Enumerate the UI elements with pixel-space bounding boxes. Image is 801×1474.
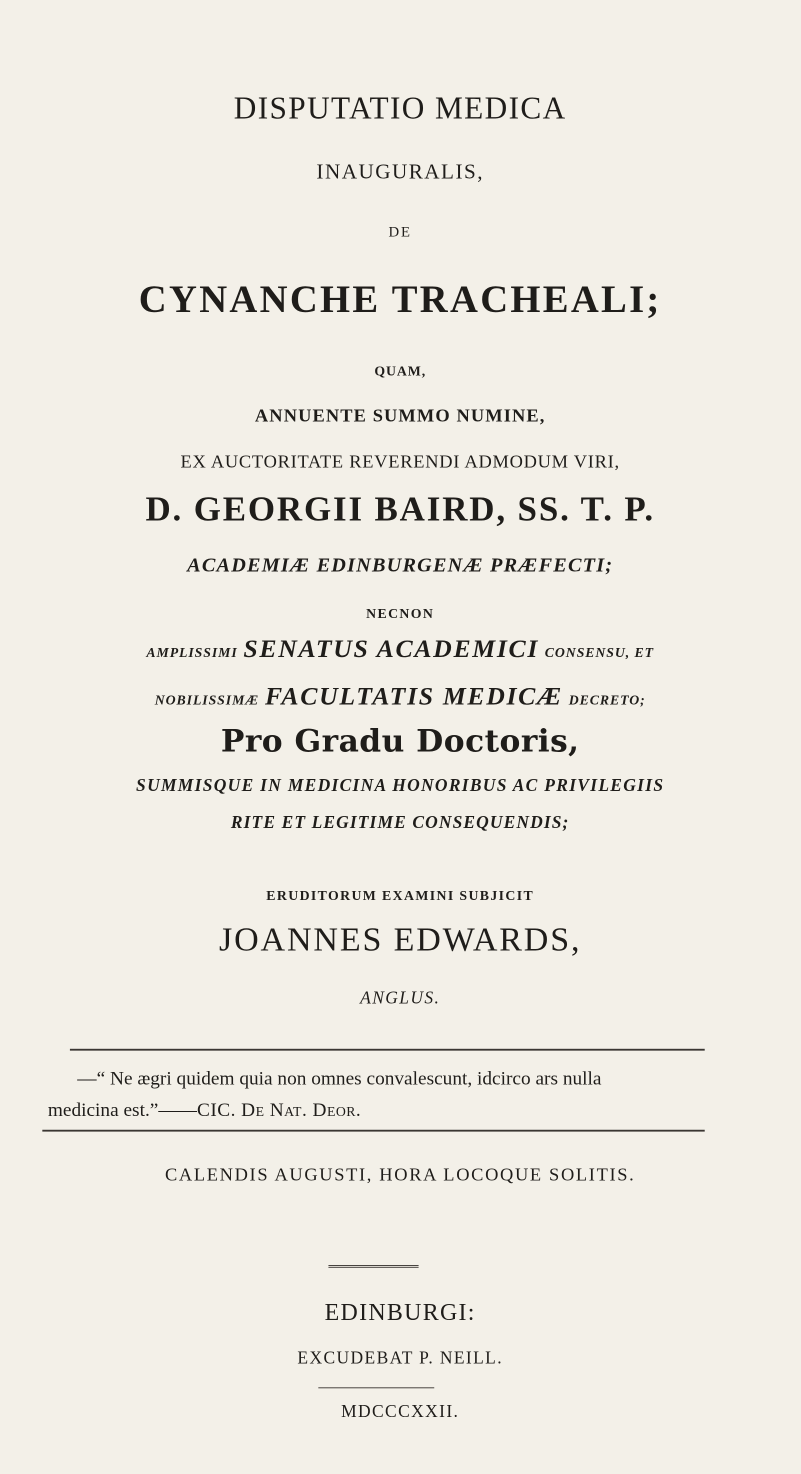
nobilissimae-text: NOBILISSIMÆ xyxy=(154,693,260,709)
consensu-text: CONSENSU, ET xyxy=(544,645,655,661)
imprint-rule xyxy=(318,1387,434,1388)
quam-line: QUAM, xyxy=(374,364,427,380)
epigraph-text-end: medicina est.”—— xyxy=(47,1098,197,1121)
academiae-line: ACADEMIÆ EDINBURGENÆ PRÆFECTI; xyxy=(187,552,614,576)
imprint-city: EDINBURGI: xyxy=(324,1299,476,1326)
imprint-printer: EXCUDEBAT P. NEILL. xyxy=(297,1348,503,1369)
senatus-line xyxy=(46,635,754,664)
summisque-line: SUMMISQUE IN MEDICINA HONORIBUS AC PRIVILEGIIS xyxy=(136,776,665,796)
principal-name: D. GEORGII BAIRD, SS. T. P. xyxy=(145,490,655,529)
dissertation-heading: DISPUTATIO MEDICA xyxy=(233,92,567,127)
annuente-line: ANNUENTE SUMMO NUMINE, xyxy=(254,405,546,426)
necnon-line: NECNON xyxy=(366,607,435,622)
rite-line: RITE ET LEGITIME CONSEQUENDIS; xyxy=(230,813,570,833)
inauguralis-line: INAUGURALIS, xyxy=(316,160,484,184)
decreto-text: DECRETO; xyxy=(568,693,646,709)
facultatis-line xyxy=(46,683,754,712)
epigraph-top-rule xyxy=(70,1049,705,1051)
epigraph-citation: CIC. De Nat. Deor. xyxy=(196,1098,362,1121)
epigraph-line-1: —“ Ne ægri quidem quia non omnes convalescunt, idcirco ars nulla xyxy=(77,1067,602,1090)
anglus-line: ANGLUS. xyxy=(360,989,441,1009)
epigraph-bottom-rule xyxy=(42,1130,704,1132)
pro-gradu-line: Pro Gradu Doctoris, xyxy=(220,723,580,760)
amplissimi-text: AMPLISSIMI xyxy=(146,645,238,661)
author-name: JOANNES EDWARDS, xyxy=(219,920,582,959)
subject-title: CYNANCHE TRACHEALI; xyxy=(138,278,662,322)
senatus-text: SENATUS ACADEMICI xyxy=(243,634,540,664)
facultatis-text: FACULTATIS MEDICÆ xyxy=(264,682,563,712)
imprint-year: MDCCCXXII. xyxy=(341,1402,460,1422)
de-line: DE xyxy=(388,224,412,241)
epigraph-line-2 xyxy=(48,1098,361,1121)
auctoritate-line: EX AUCTORITATE REVERENDI ADMODUM VIRI, xyxy=(180,451,620,472)
date-line: CALENDIS AUGUSTI, HORA LOCOQUE SOLITIS. xyxy=(164,1164,636,1185)
eruditorum-line: ERUDITORUM EXAMINI SUBJICIT xyxy=(266,888,535,904)
imprint-ornament-rule xyxy=(328,1265,418,1268)
